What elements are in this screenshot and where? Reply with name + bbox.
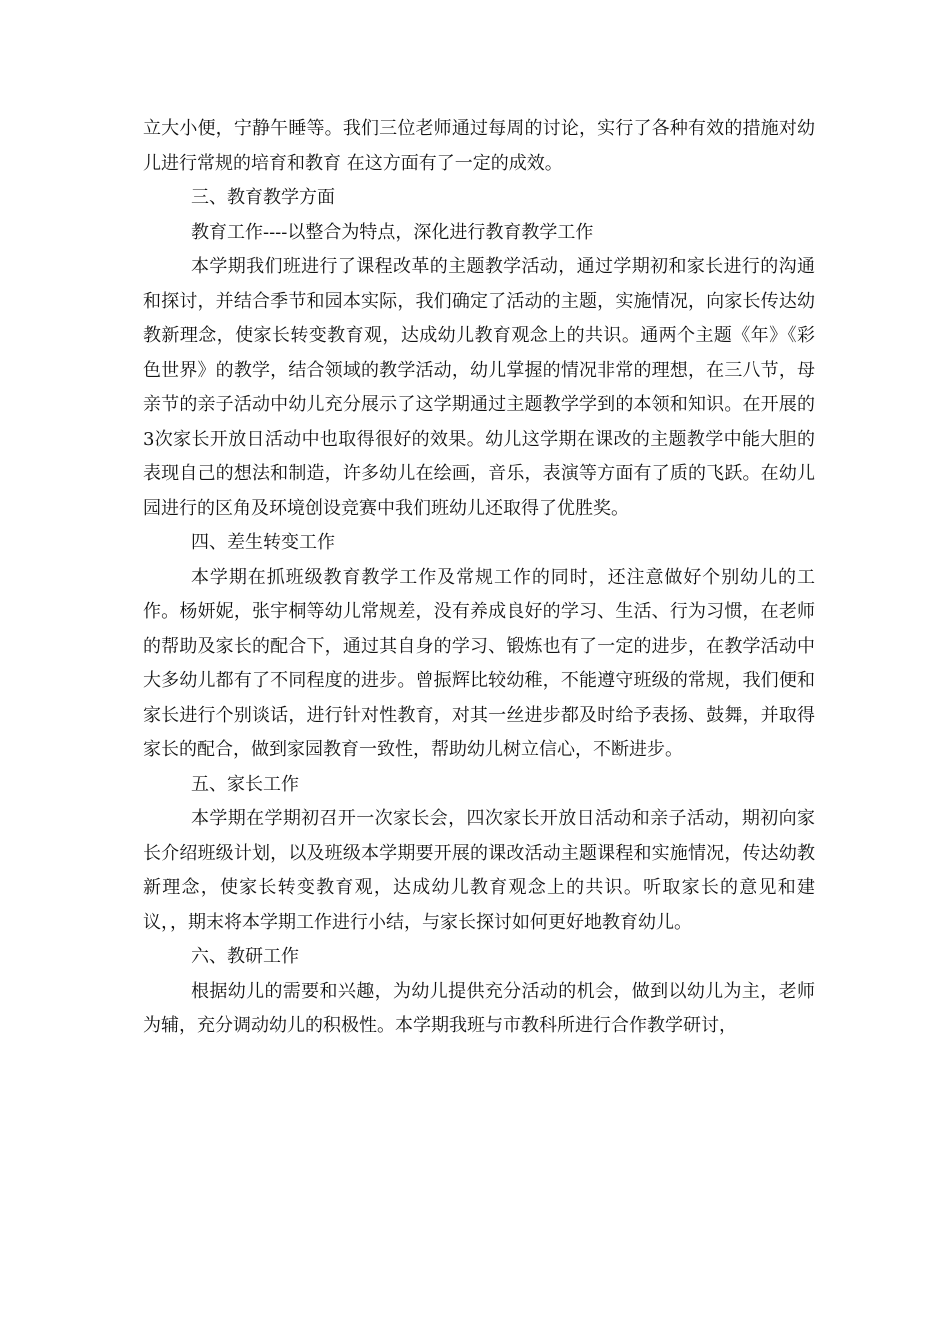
paragraph-research: 根据幼儿的需要和兴趣，为幼儿提供充分活动的机会，做到以幼儿为主，老师为辅，充分调动幼儿的积极性。本学期我班与市教科所进行合作教学研讨， <box>143 980 815 1036</box>
document-page <box>143 112 815 1044</box>
paragraph-continued: 立大小便，宁静午睡等。我们三位老师通过每周的讨论，实行了各种有效的措施对幼儿进行常规的培育和教育 在这方面有了一定的成效。 <box>143 118 815 174</box>
paragraph-education-work: 教育工作----以整合为特点，深化进行教育教学工作 <box>191 221 594 243</box>
section-heading-student-improvement: 四、差生转变工作 <box>191 532 335 553</box>
paragraph-student-improvement: 本学期在抓班级教育教学工作及常规工作的同时，还注意做好个别幼儿的工作。杨妍妮，张宇桐等幼儿常规差，没有养成良好的学习、生活、行为习惯，在老师的帮助及家长的配合下，通过其自身的学习、锻炼也有了一定的进步，在教学活动中大多幼儿都有了不同程度的进步。曾振辉比较幼稚，不能遵守班级的常规，我们便和家长进行个别谈话，进行针对性教育，对其一丝进步都及时给予表扬、鼓舞，并取得家长的配合，做到家园教育一致性，帮助幼儿树立信心，不断进步。 <box>143 566 815 760</box>
paragraph-curriculum-reform: 本学期我们班进行了课程改革的主题教学活动，通过学期初和家长进行的沟通和探讨，并结合季节和园本实际，我们确定了活动的主题，实施情况，向家长传达幼教新理念，使家长转变教育观，达成幼儿教育观念上的共识。通两个主题《年》《彩色世界》的教学，结合领域的教学活动，幼儿掌握的情况非常的理想，在三八节，母亲节的亲子活动中幼儿充分展示了这学期通过主题教学学到的本领和知识。在开展的3次家长开放日活动中也取得很好的效果。幼儿这学期在课改的主题教学中能大胆的表现自己的想法和制造，许多幼儿在绘画，音乐，表演等方面有了质的飞跃。在幼儿园进行的区角及环境创设竞赛中我们班幼儿还取得了优胜奖。 <box>143 256 815 519</box>
section-heading-teaching: 三、教育教学方面 <box>191 187 335 208</box>
section-heading-research: 六、教研工作 <box>191 946 299 967</box>
section-heading-parent-work: 五、家长工作 <box>191 773 299 795</box>
paragraph-parent-work: 本学期在学期初召开一次家长会，四次家长开放日活动和亲子活动，期初向家长介绍班级计划，以及班级本学期要开展的课改活动主题课程和实施情况，传达幼教新理念，使家长转变教育观，达成幼儿教育观念上的共识。听取家长的意见和建议，，期末将本学期工作进行小结，与家长探讨如何更好地教育幼儿。 <box>143 808 815 933</box>
